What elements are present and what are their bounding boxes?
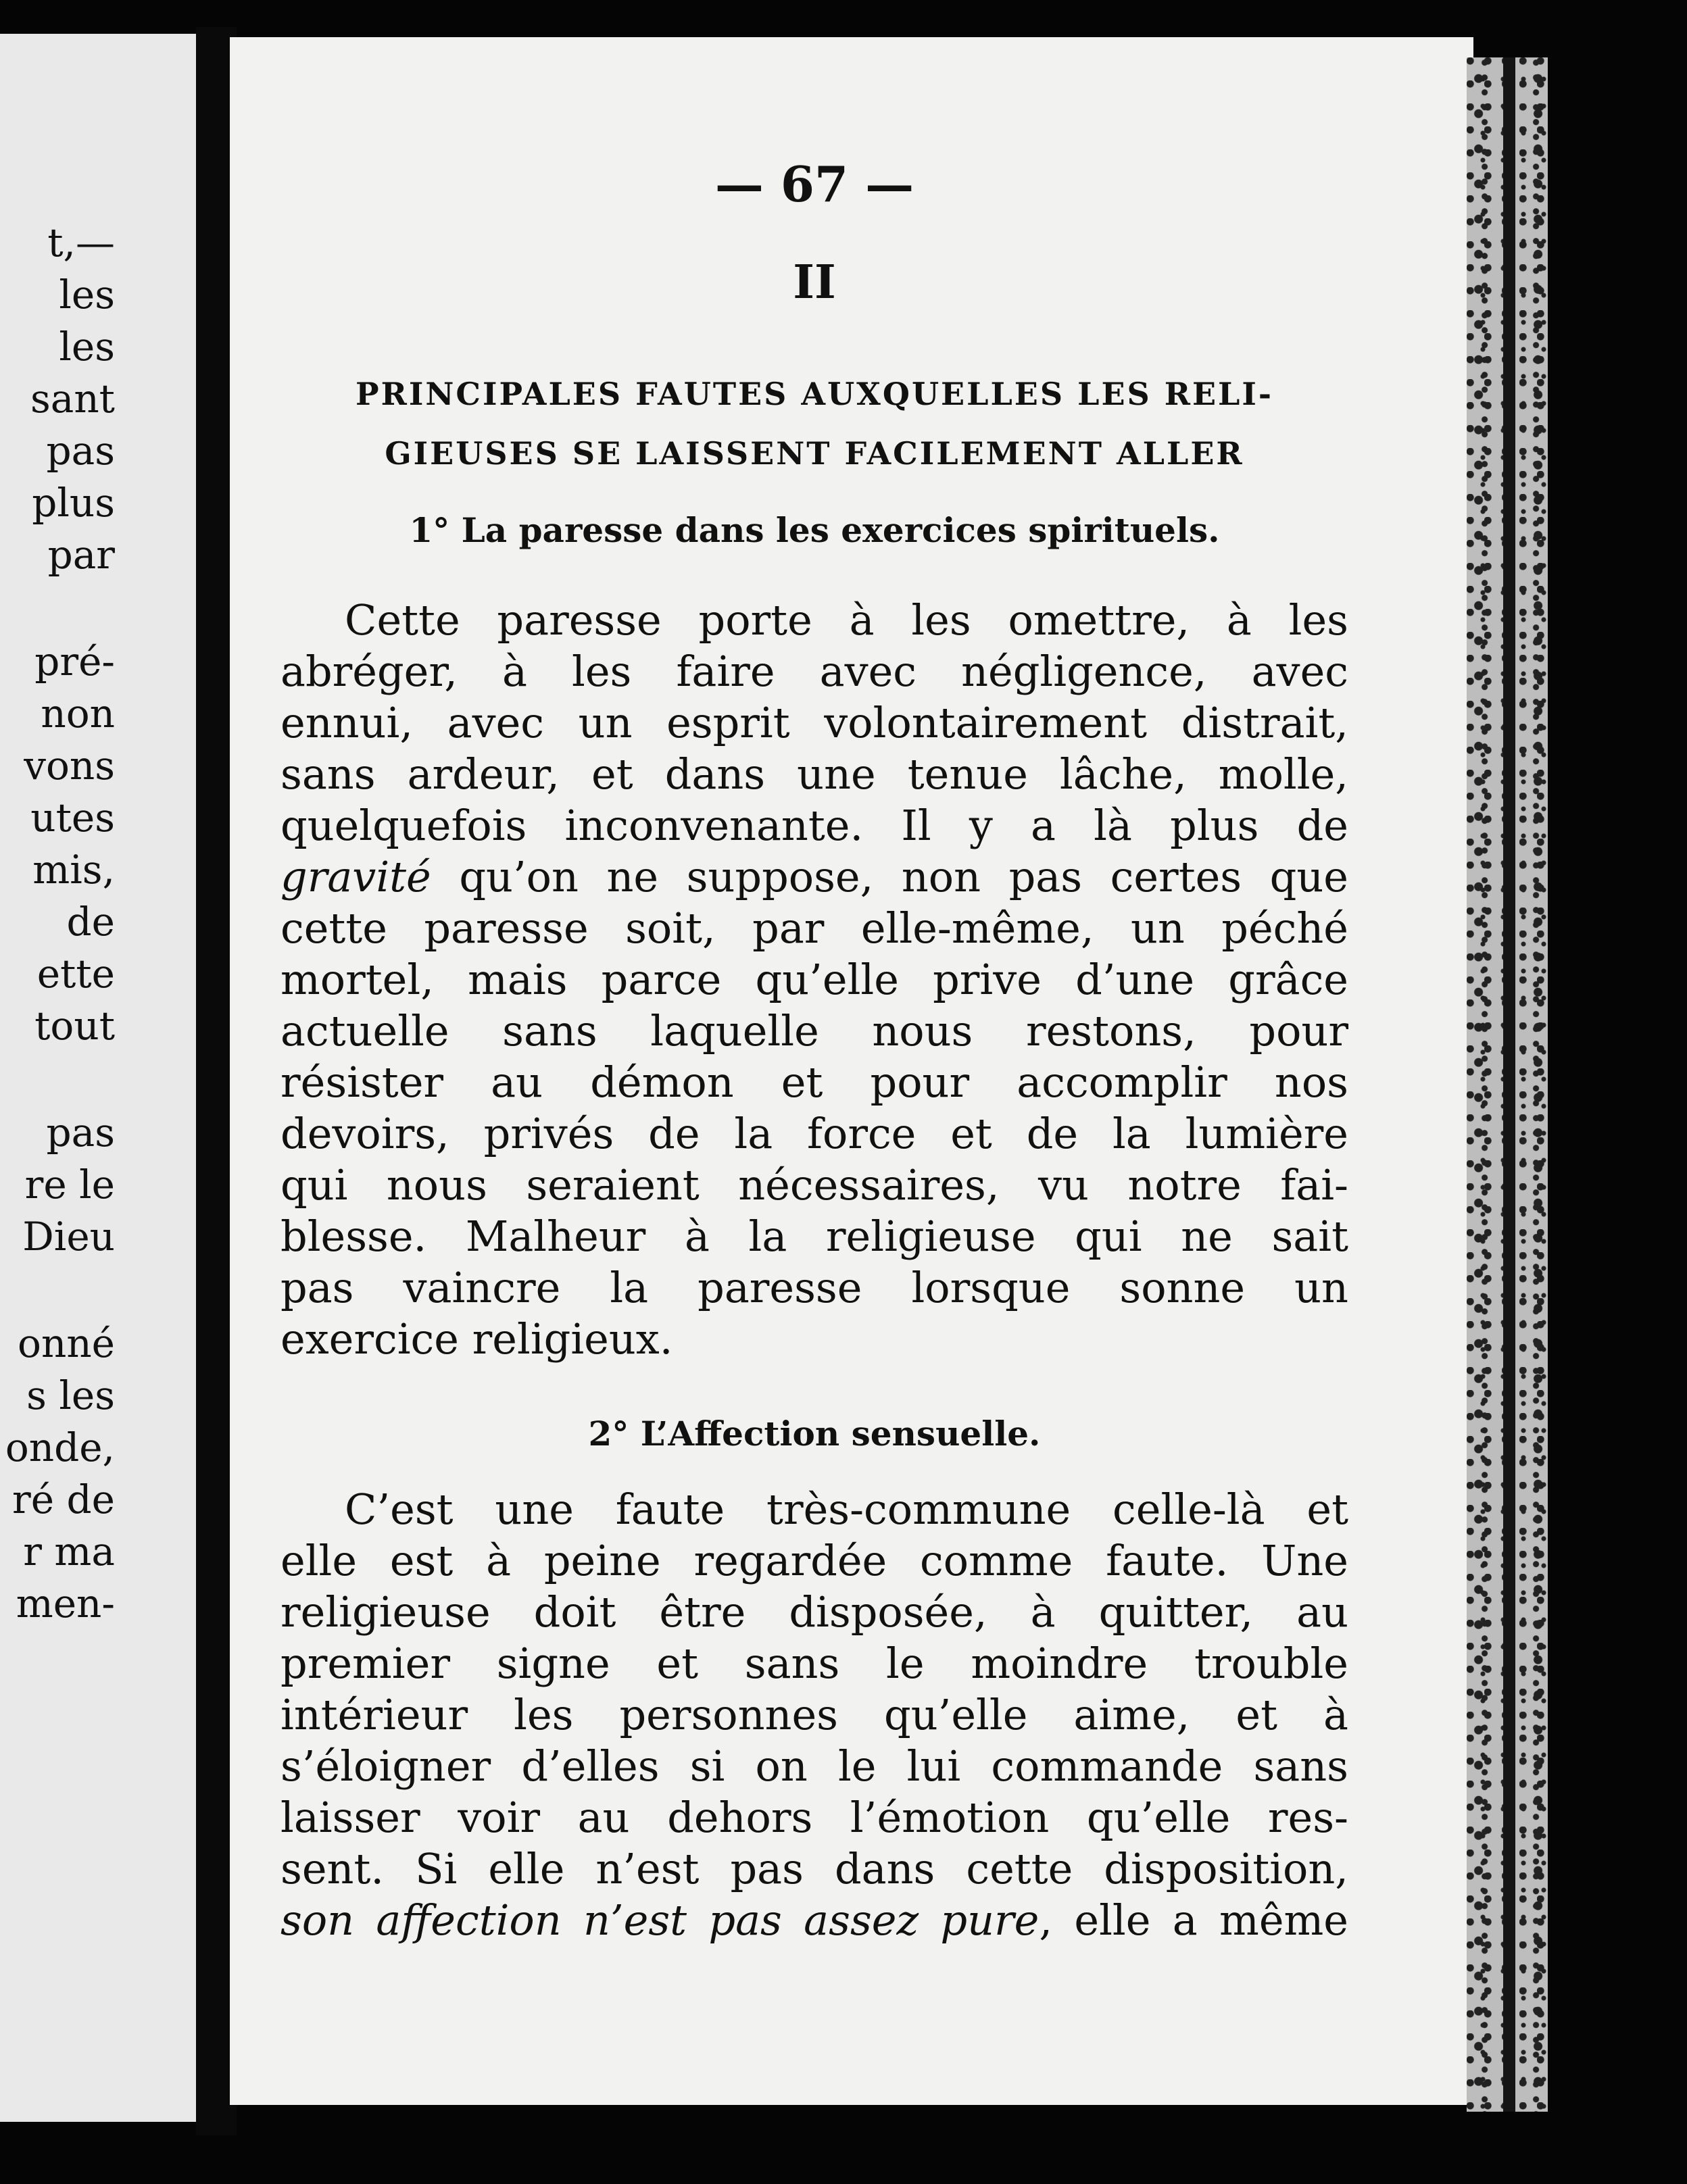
page-content (280, 0, 1348, 2184)
paragraph-line: blesse. Malheur à la religieuse qui ne sait (280, 1212, 1348, 1261)
left-fragment-line: Dieu (22, 1214, 115, 1260)
paragraph-line: cette paresse soit, par elle-même, un péché (280, 903, 1348, 953)
paragraph-line: résister au démon et pour accomplir nos (280, 1058, 1348, 1107)
left-fragment-line: utes (30, 795, 115, 841)
left-fragment-line: les (59, 272, 115, 318)
left-fragment-line: pas (46, 428, 115, 474)
left-fragment-line: onné (18, 1320, 115, 1366)
section-heading-line-1: PRINCIPALES FAUTES AUXQUELLES LES RELI- (356, 376, 1273, 412)
paragraph-1 (280, 595, 1348, 1365)
left-fragment-line: re le (24, 1162, 115, 1208)
paragraph-line: sent. Si elle n’est pas dans cette disposition, (280, 1844, 1348, 1893)
italic-emphasis: son affection n’est pas assez pure (280, 1895, 1040, 1945)
left-fragment-line: les (59, 324, 115, 370)
left-page-fragment (0, 34, 196, 2122)
page-number: — 67 — (714, 155, 914, 213)
left-fragment-line: non (41, 691, 115, 737)
subsection-2-title: 2° L’Affection sensuelle. (588, 1414, 1041, 1454)
paragraph-line: pas vaincre la paresse lorsque sonne un (280, 1263, 1348, 1312)
paragraph-line: laisser voir au dehors l’émotion qu’elle res- (280, 1793, 1348, 1842)
paragraph-2 (280, 1484, 1348, 1946)
left-fragment-line: pas (46, 1110, 115, 1156)
paragraph-line: quelquefois inconvenante. Il y a là plus de (280, 801, 1348, 850)
left-fragment-line: mis, (32, 847, 115, 893)
left-fragment-line: par (47, 532, 115, 578)
paragraph-line: Cette paresse porte à les omettre, à les (345, 595, 1348, 645)
page-edge-texture (1467, 57, 1548, 2112)
paragraph-line: s’éloigner d’elles si on le lui commande sans (280, 1741, 1348, 1791)
italic-emphasis: gravité (280, 852, 431, 901)
left-fragment-line: tout (34, 1003, 115, 1049)
left-fragment-line: r ma (23, 1529, 115, 1574)
paragraph-line: premier signe et sans le moindre trouble (280, 1639, 1348, 1688)
paragraph-line: elle est à peine regardée comme faute. Une (280, 1536, 1348, 1585)
paragraph-line: ennui, avec un esprit volontairement distrait, (280, 698, 1348, 747)
left-fragment-line: vons (24, 743, 115, 789)
paragraph-line: exercice religieux. (280, 1314, 673, 1364)
paragraph-line: actuelle sans laquelle nous restons, pour (280, 1006, 1348, 1056)
left-fragment-line: s les (26, 1372, 115, 1418)
paragraph-line: mortel, mais parce qu’elle prive d’une grâce (280, 955, 1348, 1004)
paragraph-line: religieuse doit être disposée, à quitter, au (280, 1587, 1348, 1637)
page-edge-band (1503, 57, 1515, 2112)
left-fragment-line: sant (30, 376, 115, 422)
left-fragment-line: men- (16, 1581, 115, 1627)
section-numeral: II (793, 255, 836, 309)
paragraph-line: gravité qu’on ne suppose, non pas certes que (280, 852, 1348, 901)
left-fragment-line: pré- (34, 639, 115, 685)
left-fragment-line: t,— (47, 220, 115, 266)
left-fragment-line: ette (36, 951, 115, 997)
paragraph-line: C’est une faute très-commune celle-là et (345, 1485, 1348, 1534)
paragraph-line: son affection n’est pas assez pure, elle a même (280, 1895, 1349, 1945)
section-heading-line-2: GIEUSES SE LAISSENT FACILEMENT ALLER (385, 435, 1244, 472)
left-fragment-line: plus (32, 480, 115, 526)
subsection-1-title: 1° La paresse dans les exercices spirituels. (409, 510, 1220, 550)
paragraph-line: abréger, à les faire avec négligence, avec (280, 647, 1348, 696)
paragraph-line: intérieur les personnes qu’elle aime, et à (280, 1690, 1348, 1739)
left-fragment-line: ré de (12, 1476, 115, 1522)
left-fragment-line: de (66, 899, 115, 945)
paragraph-line: devoirs, privés de la force et de la lumière (280, 1109, 1348, 1158)
paragraph-line: qui nous seraient nécessaires, vu notre fai- (280, 1160, 1348, 1210)
paragraph-line: sans ardeur, et dans une tenue lâche, molle, (280, 749, 1348, 799)
left-fragment-line: onde, (5, 1424, 115, 1470)
